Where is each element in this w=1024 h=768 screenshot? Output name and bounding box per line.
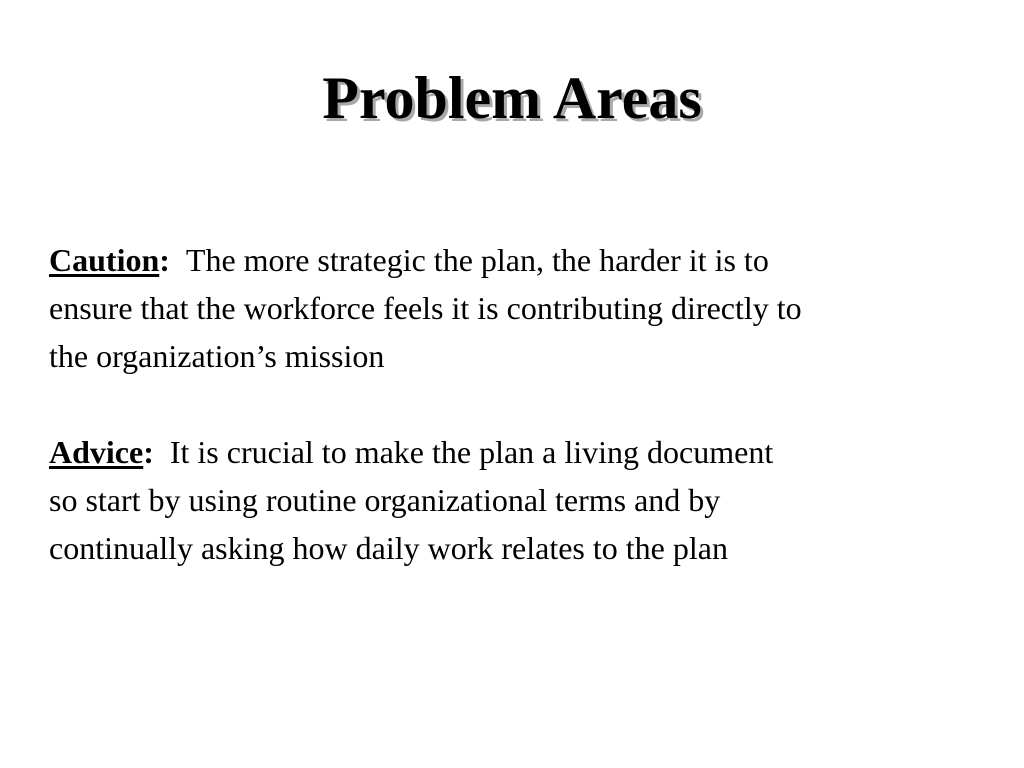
caution-text-line-2: ensure that the workforce feels it is contributing directly to [49,290,802,326]
caution-paragraph [49,236,999,380]
caution-label: Caution [49,242,160,278]
caution-colon: : [159,242,170,278]
advice-text-line-1: It is crucial to make the plan a living document [169,434,774,470]
caution-text-line-1: The more strategic the plan, the harder it is to [185,242,769,278]
caution-line-1 [49,236,999,284]
advice-lead [49,434,154,470]
slide-title: Problem Areas [322,65,702,131]
advice-label: Advice [49,434,144,470]
advice-line-1 [49,428,999,476]
advice-text-line-3: continually asking how daily work relates to the plan [49,530,728,566]
caution-lead [49,242,170,278]
advice-paragraph [49,428,999,572]
caution-text-line-3: the organization’s mission [49,338,385,374]
advice-text-line-2: so start by using routine organizational terms and by [49,482,721,518]
advice-colon: : [143,434,154,470]
slide-body [49,236,999,572]
